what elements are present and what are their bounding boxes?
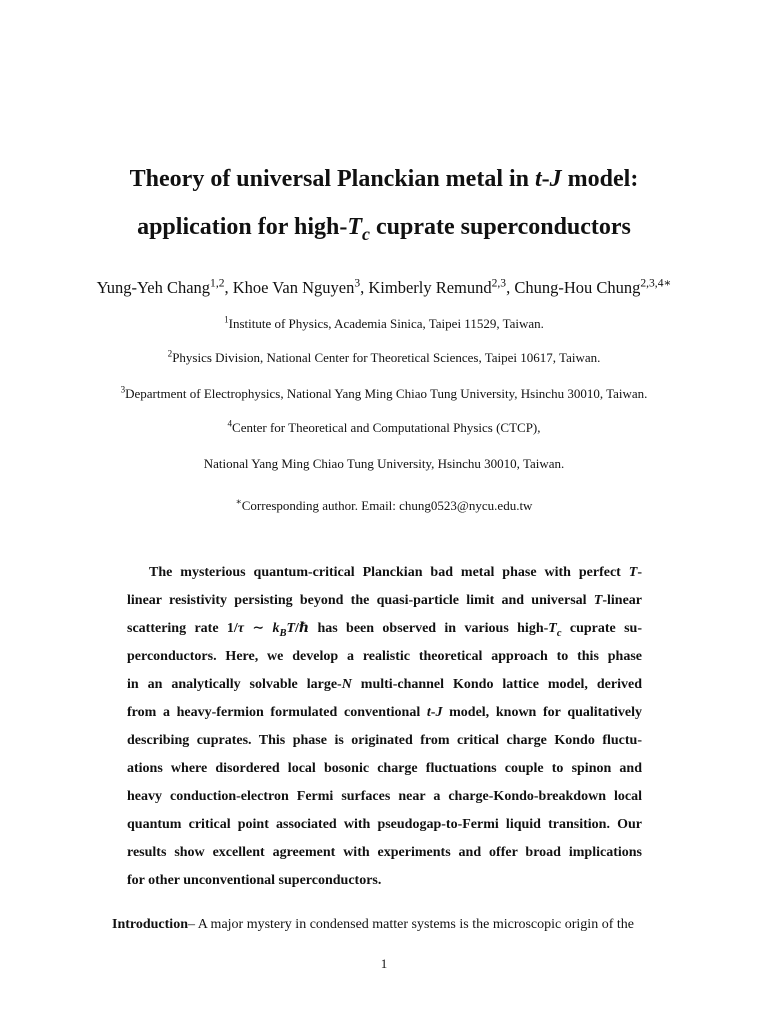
- title-math-J: J: [549, 166, 562, 192]
- title-text: Theory of universal Planckian metal in: [129, 166, 535, 192]
- author-name: , Khoe Van Nguyen: [224, 278, 355, 297]
- abstract-text: cuprate su-: [561, 621, 642, 636]
- abstract-text: -: [637, 565, 642, 580]
- affiliation-4: [0, 420, 768, 436]
- author-name: , Kimberly Remund: [360, 278, 492, 297]
- abstract-text: -linear: [602, 593, 642, 608]
- introduction-paragraph: [112, 916, 634, 934]
- abstract-text: from a heavy-fermion formulated conventional: [127, 705, 427, 720]
- abstract-math: N: [341, 677, 352, 692]
- abstract-line: [127, 787, 642, 807]
- abstract-math: k: [272, 621, 280, 636]
- abstract-text: linear resistivity persisting beyond the quasi-particle limit and universal: [127, 593, 594, 608]
- abstract-math: c: [556, 627, 562, 639]
- abstract-text: -: [430, 705, 436, 720]
- affiliation-sup: 2: [167, 348, 173, 359]
- author-affil-sup: 2,3,4∗: [640, 277, 672, 290]
- author-name: Yung-Yeh Chang: [96, 278, 211, 297]
- abstract-text: in an analytically solvable large-: [127, 677, 342, 692]
- introduction-heading: Introduction: [112, 917, 188, 932]
- abstract-line: [127, 591, 642, 611]
- abstract-text: describing cuprates. This phase is originated from critical charge Kondo fluctu-: [127, 733, 642, 748]
- abstract-math: T: [548, 621, 557, 636]
- title-text: cuprate superconductors: [370, 214, 631, 240]
- title-math-c: c: [362, 223, 371, 244]
- author-list: [0, 278, 768, 298]
- author-affil-sup: 2,3: [491, 277, 507, 290]
- title-text: model:: [561, 166, 639, 192]
- abstract-text: has been observed in various high-: [309, 621, 549, 636]
- paper-title-line-1: [0, 165, 768, 193]
- abstract-math: J: [435, 705, 443, 720]
- title-math-T: T: [347, 214, 363, 240]
- title-text: application for high-: [137, 214, 348, 240]
- abstract-math: t: [426, 705, 431, 720]
- abstract-line: [149, 563, 642, 583]
- abstract-text: The mysterious quantum-critical Planckian bad metal phase with perfect: [149, 565, 629, 580]
- abstract-text: heavy conduction-electron Fermi surfaces near a charge-Kondo-breakdown local: [127, 789, 642, 804]
- author-affil-sup: 3: [354, 277, 361, 290]
- author-affil-sup: 1,2: [210, 277, 225, 290]
- abstract-math: B: [279, 627, 287, 639]
- affiliation-text: Institute of Physics, Academia Sinica, Taipei 11529, Taiwan.: [228, 316, 544, 331]
- abstract-line: [127, 871, 642, 891]
- affiliation-1: [0, 316, 768, 332]
- corresponding-sup: ∗: [235, 496, 242, 507]
- corresponding-text: Corresponding author. Email: chung0523@nycu.edu.tw: [241, 498, 533, 513]
- abstract-text: for other unconventional superconductors.: [127, 873, 382, 888]
- affiliation-3: [0, 386, 768, 402]
- affiliation-text: Center for Theoretical and Computational Physics (CTCP),: [232, 420, 541, 435]
- abstract-line: [127, 731, 642, 751]
- abstract-text: ations where disordered local bosonic charge fluctuations couple to spinon and: [127, 761, 642, 776]
- affiliation-sup: 3: [120, 384, 126, 395]
- affiliation-2: [0, 350, 768, 366]
- affiliation-sup: 1: [224, 314, 229, 325]
- corresponding-author: [0, 498, 768, 514]
- abstract-math: T: [593, 593, 603, 608]
- abstract-math: /ℏ: [295, 621, 310, 636]
- abstract-text: multi-channel Kondo lattice model, derived: [351, 677, 642, 692]
- abstract-line: [127, 759, 642, 779]
- affiliation-text: Physics Division, National Center for Theoretical Sciences, Taipei 10617, Taiwan.: [172, 350, 601, 365]
- abstract-text: scattering rate 1/: [127, 621, 238, 636]
- paper-title-line-2: [0, 213, 768, 244]
- abstract-line: [127, 815, 642, 835]
- abstract-text: results show excellent agreement with experiments and offer broad implications: [127, 845, 642, 860]
- affiliation-text: National Yang Ming Chiao Tung University, Hsinchu 30010, Taiwan.: [203, 456, 565, 471]
- affiliation-4-continued: [0, 456, 768, 472]
- title-dash: -: [541, 166, 550, 192]
- abstract-line: [127, 843, 642, 863]
- abstract-line: [127, 619, 642, 639]
- abstract-text: perconductors. Here, we develop a realistic theoretical approach to this phase: [127, 649, 642, 664]
- abstract-math: ∼: [244, 621, 273, 636]
- abstract-line: [127, 675, 642, 695]
- title-math-t: t: [535, 166, 542, 192]
- abstract-math: T: [628, 565, 638, 580]
- abstract-text: model, known for qualitatively: [442, 705, 642, 720]
- abstract-math: τ: [237, 621, 244, 636]
- affiliation-text: Department of Electrophysics, National Yang Ming Chiao Tung University, Hsinchu 30010, Taiwan.: [125, 386, 648, 401]
- abstract-line: [127, 647, 642, 667]
- affiliation-sup: 4: [227, 418, 233, 429]
- abstract-line: [127, 703, 642, 723]
- author-name: , Chung-Hou Chung: [506, 278, 641, 297]
- introduction-text: – A major mystery in condensed matter systems is the microscopic origin of the: [187, 917, 634, 932]
- abstract-text: quantum critical point associated with pseudogap-to-Fermi liquid transition. Our: [127, 817, 642, 832]
- page-number: 1: [380, 956, 388, 971]
- abstract-math: T: [286, 621, 296, 636]
